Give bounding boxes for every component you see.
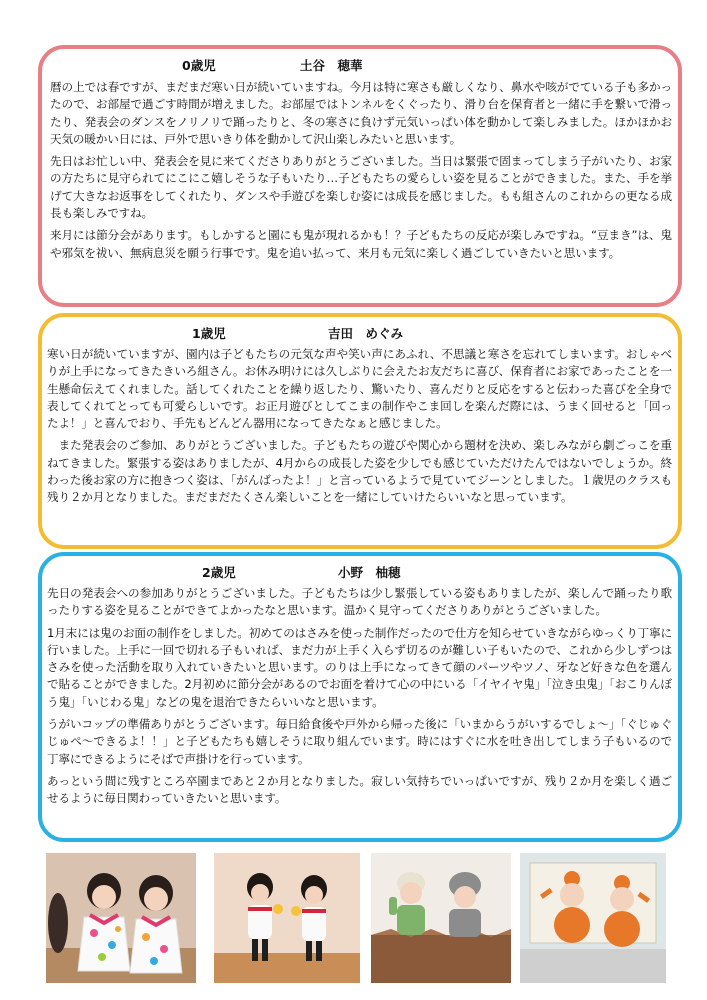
section-header — [42, 57, 678, 75]
class-name: 1歳児 — [192, 326, 226, 341]
section-0-box — [38, 45, 682, 307]
teacher-name: 小野 柚穂 — [338, 565, 401, 580]
paragraph: うがいコップの準備ありがとうございます。毎日給食後や戸外から帰った後に「いまからうがいするでしょ～」「ぐじゅぐじゅぺ～できるよ！！」と子どもたちも嬉しそうに取り組んでいます。時にはすぐに水を吐き出してしまう子もいるので丁寧にできるようにそばで声掛けを行っています。 — [47, 717, 672, 766]
section-header — [42, 564, 678, 582]
children-animal-costume-photo — [371, 853, 511, 983]
paragraph: 先日の発表会への参加ありがとうございました。子どもたちは少し緊張している姿もありましたが、楽しんで踊ったり歌ったりする姿を見ることができてよかったなと思います。温かく見守ってくださりありがとうございました。 — [47, 586, 672, 618]
paragraph: 1月末には鬼のお面の制作をしました。初めてのはさみを使った制作だったので仕方を知らせていきながらゆっくり丁寧に行いました。上手に一回で切れる子もいれば、まだ力が上手く入らず切るのが難しい子もいたので、これから少しずつはさみを使った活動を取り入れていきたいと思います。のりは上手になってきて顔のパーツやツノ、牙など好きな色を選んで貼ることができました。2月初めに節分会があるのでお面を着けて心の中にいる「イヤイヤ鬼」「泣き虫鬼」「おこりんぼう鬼」「いじわる鬼」などの鬼を退治できたらいいなと思います。 — [47, 625, 672, 709]
section-body — [50, 79, 672, 267]
paragraph: 暦の上では春ですが、まだまだ寒い日が続いていますね。今月は特に寒さも厳しくなり、鼻水や咳がでている子も多かったので、お部屋で過ごす時間が増えました。お部屋ではトンネルをくぐったり、滑り台を保育者と一緒に手を繋いで滑ったり、発表会のダンスをノリノリで踊ったりと、冬の寒さに負けず元気いっぱい体を動かして楽しみました。ほかほかお天気の暖かい日には、戸外で思いきり体を動かして沢山楽しみたいと思います。 — [50, 80, 672, 146]
class-name: 0歳児 — [182, 58, 216, 73]
teacher-name: 土谷 穂華 — [300, 58, 363, 73]
photo-strip — [46, 853, 666, 985]
paragraph: また発表会のご参加、ありがとうございました。子どもたちの遊びや関心から題材を決め、楽しみながら劇ごっこを重ねてきました。緊張する姿はありましたが、4月からの成長した姿を少しでも感じていただけたんではないでしょうか。終わった後お家の方に抱きつく姿は、「がんばったよ！」と言っているようで見ていてジーンとしました。１歳児のクラスも残り２か月となりました。まだまだたくさん楽しいことを一緒にしていけたらいいなと思っています。 — [47, 438, 672, 505]
section-body — [47, 585, 672, 813]
children-pumpkin-costume-photo — [520, 853, 666, 983]
paragraph: 先日はお忙しい中、発表会を見に来てくださりありがとうございました。当日は緊張で固まってしまう子がいたり、お家の方たちに見守られてにこにこ嬉しそうな子もいたり…子どもたちの愛らしい姿を見ることができました。また、手を挙げて大きなお返事をしてくれたり、ダンスや手遊びを楽しむ姿には成長を感じました。もも組さんのこれからの更なる成長も楽しみですね。 — [50, 154, 672, 221]
paragraph: 寒い日が続いていますが、園内は子どもたちの元気な声や笑い声にあふれ、不思議と寒さを忘れてしまいます。おしゃべりが上手になってきたきいろ組さん。お休み明けには久しぶりに会えたお友だちに喜び、保育者にお家であったことを一生懸命伝えてくれました。話してくれたことを繰り返したり、驚いたり、喜んだりと反応をすると伝わった喜びを全身で表してくれてとっても可愛らしいです。お正月遊びとしてこまの制作やこま回しを楽んだ際には、うまく回せると「回ったよ！」と喜んでおり、手先もどんどん器用になってきたなぁと感じました。 — [47, 347, 672, 431]
section-header — [42, 325, 678, 343]
children-costume-photo — [46, 853, 196, 983]
children-dancing-photo — [214, 853, 360, 983]
teacher-name: 吉田 めぐみ — [328, 326, 404, 341]
section-body — [47, 346, 672, 512]
paragraph: 来月には節分会があります。もしかすると園にも鬼が現れるかも！？子どもたちの反応が楽しみですね。“豆まき”は、鬼や邪気を祓い、無病息災を願う行事です。鬼を追い払って、来月も元気に楽しく過ごしていきたいと思います。 — [50, 228, 672, 260]
class-name: 2歳児 — [202, 565, 236, 580]
section-2-box — [38, 552, 682, 842]
paragraph: あっという間に残すところ卒園まであと２か月となりました。寂しい気持ちでいっぱいですが、残り２か月を楽しく過ごせるように毎日関わっていきたいと思います。 — [47, 773, 672, 806]
section-1-box — [38, 313, 682, 549]
